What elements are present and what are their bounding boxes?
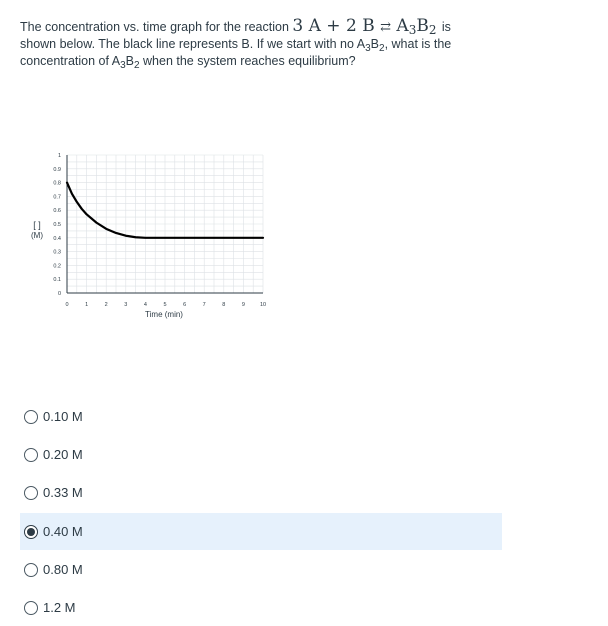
x-tick-label: 5 [163,302,167,308]
y-tick-label: 0 [57,291,61,297]
y-tick-labels [53,153,61,297]
x-tick-label: 6 [183,302,187,308]
coef-a: 3 [292,16,304,36]
chart-grid [67,155,263,293]
y-tick-label: 0.8 [53,180,61,187]
product-b-subscript: 2 [428,23,437,37]
x-tick-label: 4 [143,302,147,308]
y-tick-label: 0.1 [53,277,61,284]
answer-option[interactable] [20,551,502,588]
radio-icon[interactable] [24,563,38,577]
x-tick-label: 8 [222,302,226,308]
y-tick-label: 0.7 [53,194,61,201]
species-b: B [362,16,375,36]
y-axis-label-line2: (M) [31,231,43,240]
radio-icon[interactable] [24,601,38,615]
x-tick-label: 3 [124,302,128,308]
question-line3-b: B [125,54,134,68]
x-tick-labels [65,302,266,308]
y-tick-label: 0.4 [53,235,61,242]
answer-option[interactable] [20,436,502,473]
question-line3-sub2: 2 [133,60,140,71]
question-line3-c: when the system reaches equilibrium? [139,54,356,68]
x-tick-label: 1 [85,302,89,308]
answer-option-label: 0.10 M [43,409,83,424]
radio-icon[interactable] [24,410,38,424]
question-line3-sub1: 3 [120,60,126,71]
x-tick-label: 10 [259,302,267,308]
plus-sign: + [326,16,341,36]
product-a-subscript: 3 [408,23,417,37]
answer-option-label: 0.80 M [43,562,83,577]
product-a: A [396,16,409,36]
y-axis-label-line1: [ ] [33,220,41,230]
y-tick-label: 0.9 [53,166,61,173]
question-line2-b: B [370,37,379,51]
radio-selected-icon[interactable] [24,525,38,539]
species-a: A [308,16,321,36]
question-is: is [441,20,451,34]
answer-option[interactable] [20,589,502,626]
question-line2-sub2: 2 [379,43,385,54]
question-line2-sub1: 3 [365,43,371,54]
radio-icon[interactable] [24,486,38,500]
chart-series [67,183,263,238]
radio-dot-icon [27,528,35,536]
y-tick-label: 0.5 [53,222,61,228]
x-tick-label: 2 [104,302,108,308]
coef-b: 2 [345,16,357,36]
question-text [20,18,490,70]
answer-option[interactable] [20,513,502,550]
series-line-B [67,183,263,238]
y-tick-label: 1 [57,153,61,159]
question-prefix: The concentration vs. time graph for the reaction [20,20,289,34]
chart-axes [67,155,263,293]
y-tick-label: 0.3 [53,249,61,256]
x-axis-label: Time (min) [145,310,183,319]
product-b: B [416,16,429,36]
x-tick-label: 0 [65,302,69,308]
x-tick-label: 9 [241,302,245,308]
answer-option-label: 0.20 M [43,447,83,462]
question-line2-a: shown below. The black line represents B. If we start with no A [20,37,366,51]
x-tick-label: 7 [202,302,206,308]
answer-option[interactable] [20,474,502,511]
answer-option-label: 0.33 M [43,485,83,500]
reaction-equation [292,16,442,36]
answer-option-label: 0.40 M [43,524,83,539]
y-tick-label: 0.6 [53,208,61,215]
answer-option-label: 1.2 M [43,600,76,615]
y-tick-label: 0.2 [53,263,61,270]
radio-icon[interactable] [24,448,38,462]
question-line3-a: concentration of A [20,54,121,68]
question-line2-c: , what is the [384,37,452,51]
answer-option[interactable] [20,398,502,435]
equilibrium-arrow-icon: ⇄ [380,20,391,35]
